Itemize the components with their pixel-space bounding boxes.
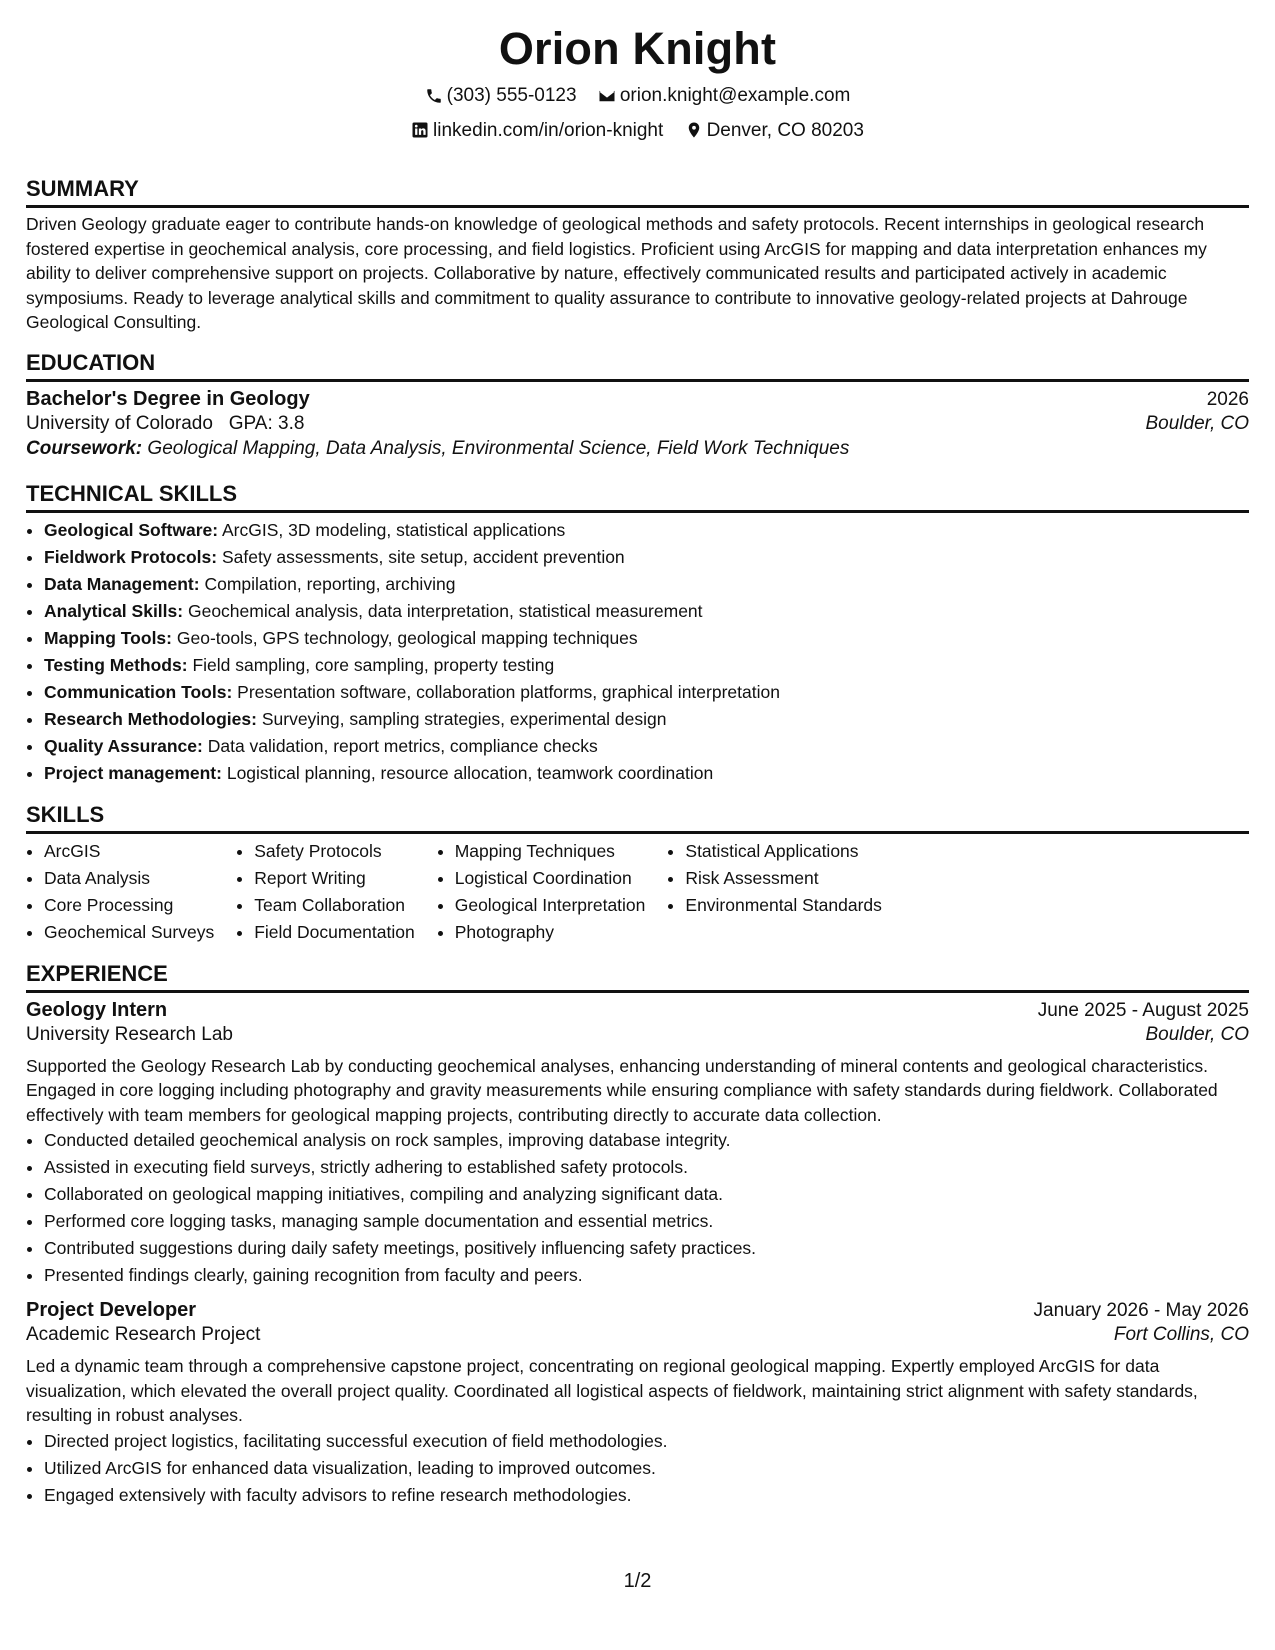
list-item bbox=[44, 706, 1249, 733]
list-item: • Statistical Applications bbox=[685, 838, 882, 865]
skill-value: Safety assessments, site setup, accident prevention bbox=[221, 546, 625, 567]
list-item: • Photography bbox=[455, 919, 646, 946]
summary-heading: SUMMARY bbox=[26, 175, 1249, 208]
list-item: • Conducted detailed geochemical analysis on rock samples, improving database integrity. bbox=[44, 1127, 1249, 1154]
skill-label: Project management: bbox=[44, 762, 222, 783]
phone-text: (303) 555-0123 bbox=[446, 85, 577, 106]
gpa: GPA: 3.8 bbox=[228, 412, 305, 434]
contact-line-1 bbox=[26, 80, 1249, 115]
skill-label: Fieldwork Protocols: bbox=[44, 546, 218, 567]
job-dates: June 2025 - August 2025 bbox=[1037, 999, 1249, 1021]
education-section bbox=[26, 349, 1249, 460]
job-header bbox=[26, 1299, 1249, 1322]
job-location: Fort Collins, CO bbox=[1113, 1324, 1249, 1345]
location-text: Denver, CO 80203 bbox=[706, 119, 864, 141]
list-item: • Field Documentation bbox=[254, 919, 415, 946]
skills-column-1 bbox=[26, 838, 214, 946]
email-text[interactable]: orion.knight@example.com bbox=[619, 85, 851, 106]
list-item: • Environmental Standards bbox=[685, 892, 882, 919]
resume-page bbox=[26, 18, 1249, 1509]
list-item: • Assisted in executing field surveys, strictly adhering to established safety protocols. bbox=[44, 1154, 1249, 1181]
skill-label: Testing Methods: bbox=[44, 654, 188, 675]
experience-section bbox=[26, 960, 1249, 1509]
list-item: • Collaborated on geological mapping initiatives, compiling and analyzing significant data. bbox=[44, 1181, 1249, 1208]
skill-value: Data validation, report metrics, compliance checks bbox=[207, 735, 598, 756]
linkedin-icon bbox=[411, 121, 429, 139]
job-subheader bbox=[26, 1024, 1249, 1046]
list-item bbox=[44, 544, 1249, 571]
email-item[interactable] bbox=[598, 80, 851, 111]
candidate-name: Orion Knight bbox=[498, 23, 777, 74]
job-header bbox=[26, 999, 1249, 1022]
list-item bbox=[44, 625, 1249, 652]
coursework-text: Geological Mapping, Data Analysis, Environmental Science, Field Work Techniques bbox=[147, 437, 850, 459]
technical-skills-heading: TECHNICAL SKILLS bbox=[26, 480, 1249, 513]
list-item: • Performed core logging tasks, managing sample documentation and essential metrics. bbox=[44, 1208, 1249, 1235]
page-number: 1/2 bbox=[623, 1570, 652, 1592]
skill-label: Geological Software: bbox=[44, 519, 219, 540]
coursework-line bbox=[26, 438, 1249, 460]
skill-label: Analytical Skills: bbox=[44, 600, 184, 621]
skills-section bbox=[26, 801, 1249, 946]
job-role: Geology Intern bbox=[26, 998, 168, 1021]
linkedin-item[interactable] bbox=[411, 115, 663, 146]
skills-heading: SKILLS bbox=[26, 801, 1249, 834]
job-org: University Research Lab bbox=[26, 1023, 233, 1045]
skill-label: Communication Tools: bbox=[44, 681, 233, 702]
phone-icon bbox=[425, 87, 443, 105]
job-dates: January 2026 - May 2026 bbox=[1033, 1300, 1249, 1321]
skill-value: Surveying, sampling strategies, experimental design bbox=[261, 708, 667, 729]
list-item: • Presented findings clearly, gaining recognition from faculty and peers. bbox=[44, 1262, 1249, 1289]
summary-section bbox=[26, 175, 1249, 335]
list-item: • Team Collaboration bbox=[254, 892, 415, 919]
technical-skills-list bbox=[26, 517, 1249, 787]
job-entry-2 bbox=[26, 1299, 1249, 1509]
contact-line-2 bbox=[26, 115, 1249, 150]
list-item: • Report Writing bbox=[254, 865, 415, 892]
education-row-2 bbox=[26, 413, 1249, 435]
skill-value: Field sampling, core sampling, property testing bbox=[192, 654, 555, 675]
job-subheader bbox=[26, 1324, 1249, 1346]
list-item: • Data Analysis bbox=[44, 865, 214, 892]
degree-title: Bachelor's Degree in Geology bbox=[26, 387, 310, 410]
skill-value: Geochemical analysis, data interpretation, statistical measurement bbox=[187, 600, 703, 621]
summary-text: Driven Geology graduate eager to contribute hands-on knowledge of geological methods and safety protocols. Recent internships in geological research fostered expertise in geochemical analysis, core processing, and field logistics. Proficient using ArcGIS for mapping and data interpretation enhances my ability to deliver comprehensive support on projects. Collaborative by nature, effectively communicated results and participated actively in academic symposiums. Ready to leverage analytical skills and commitment to quality assurance to contribute to innovative geology-related projects at Dahrouge Geological Consulting. bbox=[26, 214, 1207, 332]
job-bullets bbox=[26, 1127, 1249, 1289]
list-item bbox=[44, 679, 1249, 706]
list-item: • Directed project logistics, facilitating successful execution of field methodologies. bbox=[44, 1428, 1249, 1455]
job-location: Boulder, CO bbox=[1145, 1023, 1249, 1045]
skill-value: Geo-tools, GPS technology, geological mapping techniques bbox=[176, 627, 638, 648]
education-heading: EDUCATION bbox=[26, 349, 1249, 382]
job-role: Project Developer bbox=[26, 1299, 197, 1321]
list-item bbox=[44, 517, 1249, 544]
skill-value: Presentation software, collaboration platforms, graphical interpretation bbox=[237, 681, 780, 702]
skills-column-3 bbox=[437, 838, 646, 946]
list-item: • Engaged extensively with faculty advisors to refine research methodologies. bbox=[44, 1482, 1249, 1509]
list-item bbox=[44, 598, 1249, 625]
list-item: • ArcGIS bbox=[44, 838, 214, 865]
skills-grid bbox=[26, 838, 1249, 946]
skills-column-4 bbox=[667, 838, 882, 946]
list-item: • Mapping Techniques bbox=[455, 838, 646, 865]
education-row-1 bbox=[26, 388, 1249, 411]
job-summary: Supported the Geology Research Lab by conducting geochemical analyses, enhancing understanding of mineral contents and geological characteristics. Engaged in core logging including photography and gravity measurements while ensuring compliance with safety standards during fieldwork. Collaborated effectively with team members for geological mapping projects, contributing directly to accurate data collection. bbox=[26, 1055, 1218, 1125]
phone-item bbox=[425, 80, 577, 111]
skill-label: Quality Assurance: bbox=[44, 735, 203, 756]
skill-label: Data Management: bbox=[44, 573, 200, 594]
job-entry-1 bbox=[26, 999, 1249, 1290]
coursework-label: Coursework: bbox=[26, 437, 143, 459]
list-item: • Core Processing bbox=[44, 892, 214, 919]
list-item: • Contributed suggestions during daily safety meetings, positively influencing safety practices. bbox=[44, 1235, 1249, 1262]
list-item: • Geological Interpretation bbox=[455, 892, 646, 919]
skill-label: Mapping Tools: bbox=[44, 627, 172, 648]
experience-heading: EXPERIENCE bbox=[26, 960, 1249, 993]
graduation-year: 2026 bbox=[1206, 388, 1249, 410]
list-item bbox=[44, 652, 1249, 679]
list-item: • Geochemical Surveys bbox=[44, 919, 214, 946]
linkedin-text[interactable]: linkedin.com/in/orion-knight bbox=[433, 119, 664, 141]
list-item: • Safety Protocols bbox=[254, 838, 415, 865]
list-item bbox=[44, 760, 1249, 787]
skill-value: Logistical planning, resource allocation, teamwork coordination bbox=[226, 762, 714, 783]
skill-value: ArcGIS, 3D modeling, statistical applications bbox=[221, 519, 566, 540]
skill-value: Compilation, reporting, archiving bbox=[204, 573, 456, 594]
job-bullets bbox=[26, 1428, 1249, 1509]
job-summary: Led a dynamic team through a comprehensive capstone project, concentrating on regional geological mapping. Expertly employed ArcGIS for data visualization, which elevated the overall project quality. Coordinated all logistical aspects of fieldwork, maintaining strict alignment with safety standards, resulting in robust analyses. bbox=[26, 1356, 1198, 1425]
school-line bbox=[26, 413, 304, 435]
school-name: University of Colorado bbox=[26, 412, 213, 434]
job-org: Academic Research Project bbox=[26, 1324, 261, 1345]
list-item: • Logistical Coordination bbox=[455, 865, 646, 892]
technical-skills-section bbox=[26, 480, 1249, 787]
school-location: Boulder, CO bbox=[1145, 412, 1249, 434]
skills-column-2 bbox=[236, 838, 415, 946]
list-item: • Risk Assessment bbox=[685, 865, 882, 892]
map-pin-icon bbox=[685, 121, 703, 139]
list-item: • Utilized ArcGIS for enhanced data visualization, leading to improved outcomes. bbox=[44, 1455, 1249, 1482]
location-item bbox=[685, 115, 864, 146]
list-item bbox=[44, 571, 1249, 598]
list-item bbox=[44, 733, 1249, 760]
envelope-icon bbox=[598, 87, 616, 105]
skill-label: Research Methodologies: bbox=[44, 708, 257, 729]
